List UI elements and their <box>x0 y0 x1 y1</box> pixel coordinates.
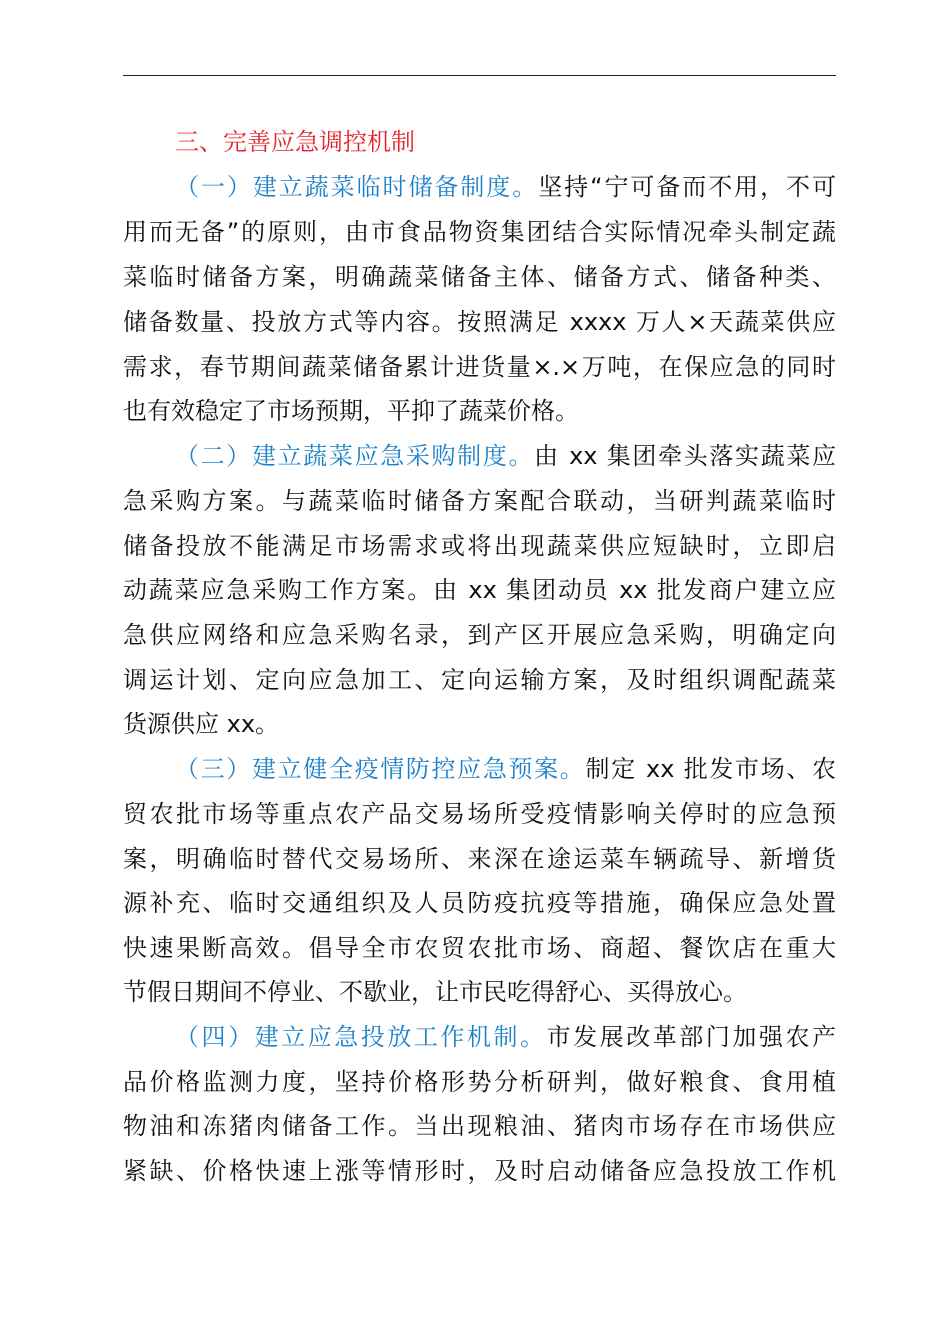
p1-line-3: 菜临时储备方案，明确蔬菜储备主体、储备方式、储备种类、 <box>123 263 836 291</box>
p1-line-1 <box>175 167 836 207</box>
p3-line-1 <box>175 749 836 789</box>
p2-line-1 <box>175 436 836 476</box>
p3-line-5: 快速果断高效。倡导全市农贸农批市场、商超、餐饮店在重大 <box>123 934 836 962</box>
p2-line-5: 急供应网络和应急采购名录，到产区开展应急采购，明确定向 <box>123 621 836 649</box>
p4-line-2: 品价格监测力度，坚持价格形势分析研判，做好粮食、食用植 <box>123 1068 836 1096</box>
p2-line-6: 调运计划、定向应急加工、定向运输方案，及时组织调配蔬菜 <box>123 666 836 694</box>
p4-line-4: 紧缺、价格快速上涨等情形时，及时启动储备应急投放工作机 <box>123 1157 836 1185</box>
p1-text-1: 坚持“宁可备而不用，不可 <box>538 173 837 201</box>
p3-line-4: 源补充、临时交通组织及人员防疫抗疫等措施，确保应急处置 <box>123 889 836 917</box>
p3-subheading: （三）建立健全疫情防控应急预案。 <box>175 755 586 783</box>
p1-line-5: 需求，春节期间蔬菜储备累计进货量×.×万吨，在保应急的同时 <box>123 353 836 381</box>
header-rule <box>123 75 836 76</box>
p3-text-1: 制定 xx 批发市场、农 <box>585 755 836 783</box>
p2-line-7: 货源供应 xx。 <box>123 710 280 738</box>
p2-line-4: 动蔬菜应急采购工作方案。由 xx 集团动员 xx 批发商户建立应 <box>123 576 836 604</box>
p2-text-1: 由 xx 集团牵头落实蔬菜应 <box>534 442 837 470</box>
p4-subheading: （四）建立应急投放工作机制。 <box>175 1023 547 1051</box>
p4-line-3: 物油和冻猪肉储备工作。当出现粮油、猪肉市场存在市场供应 <box>123 1112 836 1140</box>
p3-line-3: 案，明确临时替代交易场所、来深在途运菜车辆疏导、新增货 <box>123 845 836 873</box>
p1-line-4: 储备数量、投放方式等内容。按照满足 xxxx 万人×天蔬菜供应 <box>123 308 836 336</box>
p2-subheading: （二）建立蔬菜应急采购制度。 <box>175 442 535 470</box>
p1-line-6: 也有效稳定了市场预期，平抑了蔬菜价格。 <box>123 397 579 425</box>
p2-line-2: 急采购方案。与蔬菜临时储备方案配合联动，当研判蔬菜临时 <box>123 487 836 515</box>
section-heading: 三、完善应急调控机制 <box>175 128 415 156</box>
p3-line-2: 贸农批市场等重点农产品交易场所受疫情影响关停时的应急预 <box>123 800 836 828</box>
p1-line-2: 用而无备”的原则，由市食品物资集团结合实际情况牵头制定蔬 <box>123 218 836 246</box>
p4-line-1 <box>175 1017 836 1057</box>
p4-text-1: 市发展改革部门加强农产 <box>546 1023 837 1051</box>
p2-line-3: 储备投放不能满足市场需求或将出现蔬菜供应短缺时，立即启 <box>123 532 836 560</box>
p1-subheading: （一）建立蔬菜临时储备制度。 <box>175 173 539 201</box>
p3-line-6: 节假日期间不停业、不歇业，让市民吃得舒心、买得放心。 <box>123 978 747 1006</box>
